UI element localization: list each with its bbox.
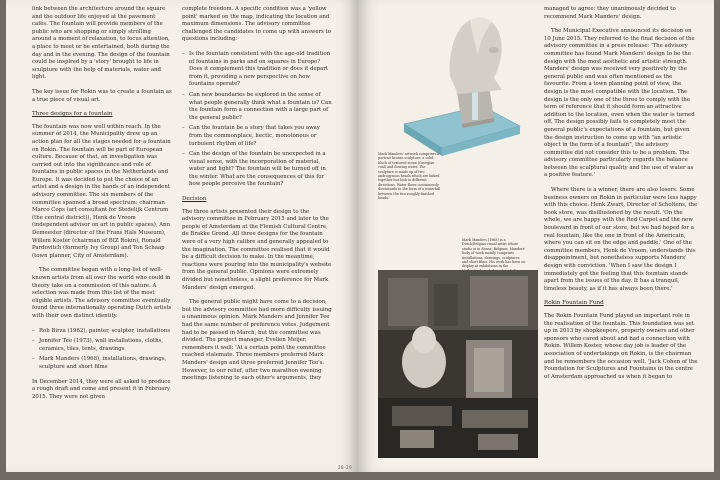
paragraph: managed to agree: they unanimously decided to recommend Mark Manders' design. (544, 6, 676, 20)
section-heading: Decision (182, 196, 207, 203)
question-list (182, 51, 332, 189)
paragraph: The committee began with a long-list of well-known artists from all over the world who could in theory take on a commission of this nature. A selection was made from this list of the most eligible artists. The advisory committee eventually found three internationally operating Dutch artists with their own distinct identity. (32, 267, 172, 319)
section-heading: Three designs for a fountain (32, 111, 113, 118)
list-item: – Can the design of the fountain be unexpected in a visual sense, with the incorporation of material, water and light? The fountain will be turned off in the winter. What are the consequences of this for how people perceive the fountain? (182, 151, 332, 189)
left-column-2 (182, 6, 332, 468)
list-item: – Jennifer Tee (1973), wall installations, cloths, ceramics, tiles, tents, drawings (32, 338, 172, 353)
paragraph: The general public might have come to a decision, but the advisory committee had more difficulty issuing a unanimous opinion. Mark Manders and Jennifer Tee had the same number of preference votes. Judgement had to be passed in March, but the committee was divided. The project manager, Evelien Meijer, remembers it well: 'At a certain point the committee reached stalemate. Three members preferred Mark Manders' design and three preferred Jennifer Tee's. However, to our relief, after two marathon evening meetings listening to each other's arguments, they (182, 299, 332, 382)
list-item: – Mark Manders (1968), installations, drawings, sculpture and short films (32, 356, 172, 371)
paragraph: The key issue for Rokin was to create a fountain as a true piece of visual art. (32, 88, 172, 103)
fountain-sculpture-image (378, 6, 526, 162)
paragraph: link between the architecture around the square and the outdoor life enjoyed at the pavement cafés. The fountain will provide members of the public who are shopping or simply strolling around a moment of relaxation, to focus attention, a place to meet or be entertained, both during the day and in the evening. The design of the fountain could be inspired by a 'story' brought to life in sculpture with the help of materials, water and light. (32, 6, 170, 81)
paragraph: The Rokin Fountain Fund played an important role in the realisation of the fountain. This foundation was set up in 2013 by shopkeepers, property owners and other sponsors who cared about and had a connection with Rokin. Willem Koster, whose day job is leader of the association of undertakings on Rokin, is the chairman and he remembers the occasion well. 'Jack Cohen of the Foundation for Sculptures and Fountains in the centre of Amsterdam approached us when it began to (544, 312, 698, 380)
studio-photo-illustration (378, 270, 538, 458)
paragraph: Where there is a winner, there are also losers. Some business owners on Rokin in particular were less happy with this choice. Henk Zwart, Director of Scholtens, the book store, was disillusioned by the result. 'On the whole, we are happy with the Red Carpet and the new boulevard in front of our store, but we had hoped for a real fountain, like the one in front of the Americain, where you can sit on the edge and paddle.' One of the committee members, Henk de Vroom, understands this disappointment, but nonetheless supports Manders' design with conviction. 'When I saw the design I immediately got the feeling that this fountain stands apart from the issues of the day. It has a tranquil, timeless beauty, as if it has always been there.' (544, 187, 698, 292)
paragraph: In December 2014, they were all asked to produce a rough draft and come and present it in February 2015. They were not given (32, 378, 171, 400)
page-number: 28-29 (338, 465, 353, 470)
paragraph: The three artists presented their design to the advisory committee in February 2015 and later to the people of Amsterdam at the Flemish Cultural Centre, de Brakke Grond. All three designs for the fountain were of a very high calibre and generally appealed to the imagination. The committee realised that it would be a difficult decision to make. In the meantime, reactions were pouring into the municipality's website from the general public. Opinions were extremely divided but nonetheless, a slight preference for Mark Manders' design emerged. (182, 208, 332, 291)
artwork-caption: Mark Manders' artwork comprises a portrait bronze sculpture, a solid block of textured stone (Georgian coal) and flowing water. The sculpture is made up of two androgynous heads which are linked together but look in different directions. Water flows continuously downwards in the form of a waterfall between the two roughly finished heads. (378, 152, 441, 201)
section-heading: Rokin Fountain Fund (544, 300, 604, 307)
paragraph: The fountain was now well within reach. In the summer of 2014, the Municipality drew up an action plan for all the stages needed for a fountain on Rokin. The fountain will be part of European culture. Because of that, an investigation was carried out into the significance and role of fountains in public spaces in the Netherlands and Europe. It was decided to put the choice of an artist and a design in the hands of an independent advisory committee. The six members of the committee spanned a broad spectrum: chairman Marco Cops (art consultant for Stedelijk Centrum (the central district)), Henk de Vroom (independent advisor on art in public spaces), Ann Demeester (director of the Frans Hals Museum), Willem Koster (chairman of BIZ Rokin), Ronald Pardovitch (formerly Ivy Group) and Ton Schaap (town planner, City of Amsterdam). (32, 123, 171, 259)
list-item: – Can new boundaries be explored in the sense of what people generally think what a fountain is? Can the fountain form a connection with a large part of the general public? (182, 92, 332, 122)
right-column (544, 6, 698, 468)
list-item: – Can the fountain be a story that takes you away from the commonplace, hectic, monotonous or turbulent rhythm of life? (182, 125, 332, 148)
list-item: – Is the fountain consistent with the age-old tradition of fountains in parks and on squares in Europe? Does it complement this tradition or does it depart from it, providing a new perspective on how fountains operate? (182, 51, 332, 89)
paragraph: The Municipal Executive announced its decision on 10 June 2015. They referred to the final decision of the advisory committee in a press release: 'The advisory committee has found Mark Manders' design to be the design with the most aesthetic and artistic strength. Manders' design was received very positively by the general public and was often mentioned as the favourite. From a town planning point of view, the design is the most compatible with the location. The design is the only one of the three to comply with the term of reference that it should form an attractive addition to the location, even when the water is turned off. The design possibly fails to completely meet the general public's expectations of a fountain, but given the design instruction to come up with "an artistic object in the form of a fountain", the advisory committee did not consider this to be a problem. The advisory committee particularly regards the balance between the sculptural quality and the use of water as a positive feature.' (544, 28, 695, 179)
artist-list (32, 328, 172, 372)
list-item: – Rob Birza (1962), painter, sculptor, installations (32, 328, 172, 336)
sculpture-illustration (378, 6, 526, 162)
left-page (6, 0, 358, 472)
right-page (358, 0, 714, 472)
studio-photograph (378, 270, 538, 458)
left-column-1 (32, 6, 172, 468)
artist-caption: Mark Manders (1968) is a Dutch/Belgian visual artist whose studio is in Ronse, Belgium. Manders' body of work mainly comprises installations, drawings, sculptures and short films. His work has been on display at exhibitions in the (462, 238, 526, 269)
paragraph: complete freedom. A specific condition was a 'yellow point' marked on the map, indicating the location and maximum dimensions. The advisory committee challenged the candidates to come up with answers to questions including: (182, 6, 331, 43)
